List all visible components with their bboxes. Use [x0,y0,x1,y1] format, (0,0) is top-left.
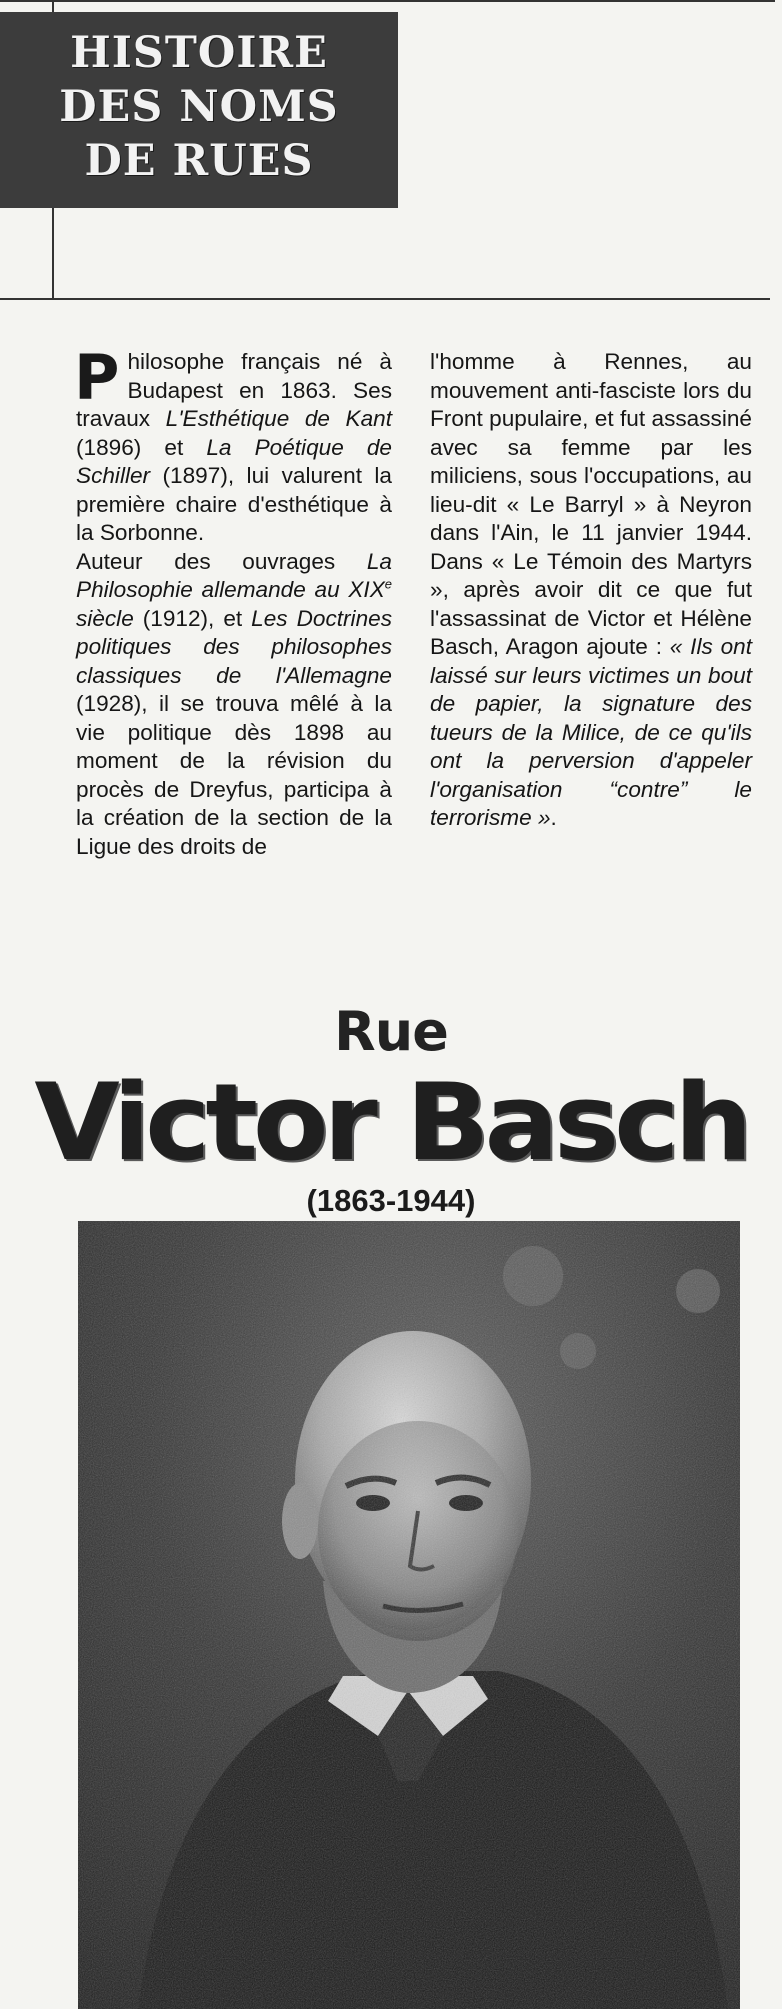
text-run: . [550,805,557,830]
photo-grain [78,1221,740,2009]
text-run: (1897), lui valurent la première chaire d'esthétique à la Sorbonne. [76,463,392,545]
heading-rue: Rue [334,1000,448,1063]
paragraph-intro [74,341,392,548]
text-run: hilosophe français né à Budapest en 1863. Ses travaux [76,349,392,431]
article-column-1 [74,341,392,861]
text-run: (1912), et [133,605,252,631]
text-run: (1896) et [76,434,207,460]
rubric-banner [0,12,398,208]
portrait-photo [78,1221,740,2009]
paragraph-works [76,548,392,862]
text-run: (1928), il se trouva mêlé à la vie politique dès 1898 au moment de la révision du procès de Dreyfus, participa à la création de la section de la Ligue des droits de [76,691,392,859]
rubric-line-2: DES NOMS [59,82,339,132]
superscript: e [384,576,392,592]
section-rule [0,298,770,300]
book-title-part: La Philosophie allemande au XIX [76,548,392,602]
rubric-line-3: DE RUES [84,136,314,186]
text-run: l'homme à Rennes, au mouvement anti-fasciste lors du Front pupulaire, et fut assassiné avec sa femme par les miliciens, sous l'occupations, au lieu-dit « Le Barryl » à Neyron dans l'Ain, le 11 janvier 1944. Dans « Le Témoin des Martyrs », après avoir dit ce que fut l'assassinat de Victor et Hélène Basch, Aragon ajoute : [430,349,752,659]
book-title: L'Esthétique de Kant [165,406,392,431]
drop-cap: P [74,341,120,414]
paragraph-continuation [430,348,752,833]
heading-name: Victor Basch [34,1061,748,1184]
text-run: Auteur des ouvrages [76,548,367,574]
book-title-part: siècle [76,605,134,631]
book-title: Les Doctrines politiques des philosophes classiques de l'Allemagne [76,605,392,688]
rubric-line-1: HISTOIRE [70,28,328,78]
top-rule [0,0,775,2]
aragon-quote: « Ils ont laissé sur leurs victimes un bout de papier, la signature des tueurs de la Milice, de ce qu'ils ont la perversion d'appeler l'organisation “contre” le terrorisme » [430,634,752,830]
heading-dates: (1863-1944) [306,1183,476,1218]
book-title: La Poétique de Schiller [76,434,392,488]
portrait-illustration [78,1221,740,2009]
article-column-2 [430,348,752,833]
